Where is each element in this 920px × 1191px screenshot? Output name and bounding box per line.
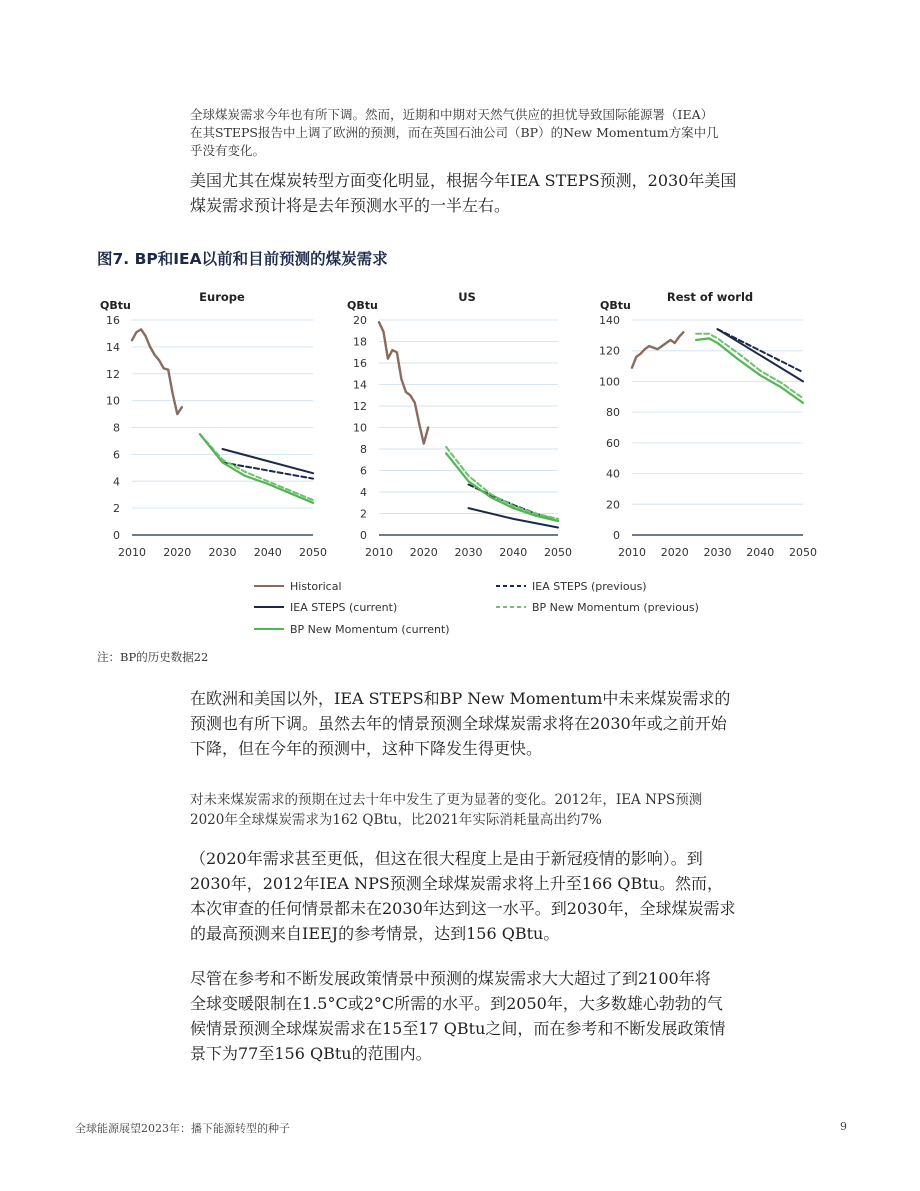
body-paragraph-3: （2020年需求甚至更低，但这在很大程度上是由于新冠疫情的影响）。到2030年，2012年IEA NPS预测全球煤炭需求将上升至166 QBtu。然而，本次审查的任何情景都未在2030年达到这一水平。到2030年，全球煤炭需求的最高预测来自IEEJ的参考情景，达到156 QBtu。 (190, 849, 736, 943)
series-line-iea-steps-current (718, 329, 804, 381)
figure-title: 图7. BP和IEA以前和目前预测的煤炭需求 (97, 250, 388, 268)
x-tick-label: 2020 (409, 546, 438, 559)
x-tick-label: 2050 (299, 546, 327, 559)
y-tick-label: 40 (606, 467, 620, 481)
chart-title: Europe (199, 290, 245, 304)
y-tick-label: 16 (106, 314, 120, 327)
y-tick-label: 0 (113, 529, 120, 542)
chart-title: US (458, 290, 476, 304)
y-tick-label: 10 (106, 394, 120, 408)
series-line-bp-new-momentum-previous (696, 334, 803, 399)
series-line-historical (379, 322, 428, 443)
y-tick-label: 2 (113, 502, 120, 516)
y-tick-label: 6 (360, 464, 367, 478)
y-tick-label: 16 (353, 357, 367, 370)
y-tick-label: 140 (599, 314, 620, 327)
intro-small-paragraph: 全球煤炭需求今年也有所下调。然而，近期和中期对天然气供应的担忧导致国际能源署（IEA）在其STEPS报告中上调了欧洲的预测，而在英国石油公司（BP）的New Momentum方案中几乎没有变化。 (190, 107, 719, 158)
x-tick-label: 2030 (703, 546, 732, 559)
y-tick-label: 0 (613, 529, 620, 542)
x-tick-label: 2040 (746, 546, 775, 559)
x-tick-label: 2020 (660, 546, 689, 559)
y-axis-unit: QBtu (347, 299, 378, 312)
y-tick-label: 10 (353, 421, 367, 435)
x-tick-label: 2010 (618, 546, 646, 559)
x-tick-label: 2030 (454, 546, 483, 559)
legend-label-iea-current: IEA STEPS (current) (290, 601, 398, 614)
y-tick-label: 4 (360, 486, 367, 499)
coal-demand-charts (0, 280, 920, 650)
y-tick-label: 8 (360, 443, 367, 456)
body-paragraph-1: 在欧洲和美国以外，IEA STEPS和BP New Momentum中未来煤炭需求的预测也有所下调。虽然去年的情景预测全球煤炭需求将在2030年或之前开始下降，但在今年的预测中，这种下降发生得更快。 (190, 689, 731, 758)
y-tick-label: 100 (599, 375, 620, 389)
y-tick-label: 80 (606, 406, 620, 420)
body-paragraph-4: 尽管在参考和不断发展政策情景中预测的煤炭需求大大超过了到2100年将全球变暖限制在1.5°C或2°C所需的水平。到2050年，大多数雄心勃勃的气候情景预测全球煤炭需求在15至17 QBtu之间，而在参考和不断发展政策情景下为77至156 QBtu的范围内。 (190, 969, 726, 1063)
body-paragraph-2: 对未来煤炭需求的预期在过去十年中发生了更为显著的变化。2012年，IEA NPS预测2020年全球煤炭需求为162 QBtu，比2021年实际消耗量高出约7% (190, 792, 703, 828)
y-tick-label: 8 (113, 421, 120, 435)
chart-title: Rest of world (666, 290, 754, 304)
page-number: 9 (840, 1120, 847, 1133)
y-axis-unit: QBtu (100, 299, 131, 312)
x-tick-label: 2030 (208, 546, 237, 559)
series-line-bp-new-momentum-current (446, 453, 558, 521)
intro-large-paragraph: 美国尤其在煤炭转型方面变化明显，根据今年IEA STEPS预测，2030年美国煤炭需求预计将是去年预测水平的一半左右。 (190, 171, 737, 215)
y-tick-label: 12 (353, 400, 367, 413)
x-tick-label: 2040 (253, 546, 282, 559)
legend-label-historical: Historical (290, 580, 342, 593)
legend-label-iea-previous: IEA STEPS (previous) (532, 580, 647, 593)
y-tick-label: 0 (360, 529, 367, 542)
x-tick-label: 2050 (544, 546, 572, 559)
y-tick-label: 20 (606, 498, 620, 512)
y-tick-label: 20 (353, 314, 367, 327)
series-line-bp-new-momentum-previous (446, 447, 558, 519)
y-tick-label: 120 (599, 344, 620, 358)
figure-note: 注：BP的历史数据22 (97, 650, 209, 664)
x-tick-label: 2050 (789, 546, 817, 559)
y-tick-label: 14 (353, 378, 367, 392)
y-tick-label: 60 (606, 436, 620, 450)
series-line-bp-new-momentum-previous (200, 434, 313, 500)
series-line-historical (632, 332, 683, 367)
y-tick-label: 2 (360, 507, 367, 521)
legend-label-bp-previous: BP New Momentum (previous) (532, 601, 699, 614)
y-tick-label: 6 (113, 448, 120, 462)
legend-label-bp-current: BP New Momentum (current) (290, 623, 450, 636)
y-axis-unit: QBtu (600, 299, 631, 312)
footer-title: 全球能源展望2023年：播下能源转型的种子 (75, 1122, 290, 1135)
series-line-historical (132, 329, 182, 414)
y-tick-label: 4 (113, 475, 120, 489)
x-tick-label: 2040 (499, 546, 528, 559)
y-tick-label: 14 (106, 340, 120, 354)
x-tick-label: 2020 (163, 546, 192, 559)
x-tick-label: 2010 (365, 546, 393, 559)
y-tick-label: 18 (353, 335, 367, 349)
y-tick-label: 12 (106, 367, 120, 381)
x-tick-label: 2010 (118, 546, 146, 559)
